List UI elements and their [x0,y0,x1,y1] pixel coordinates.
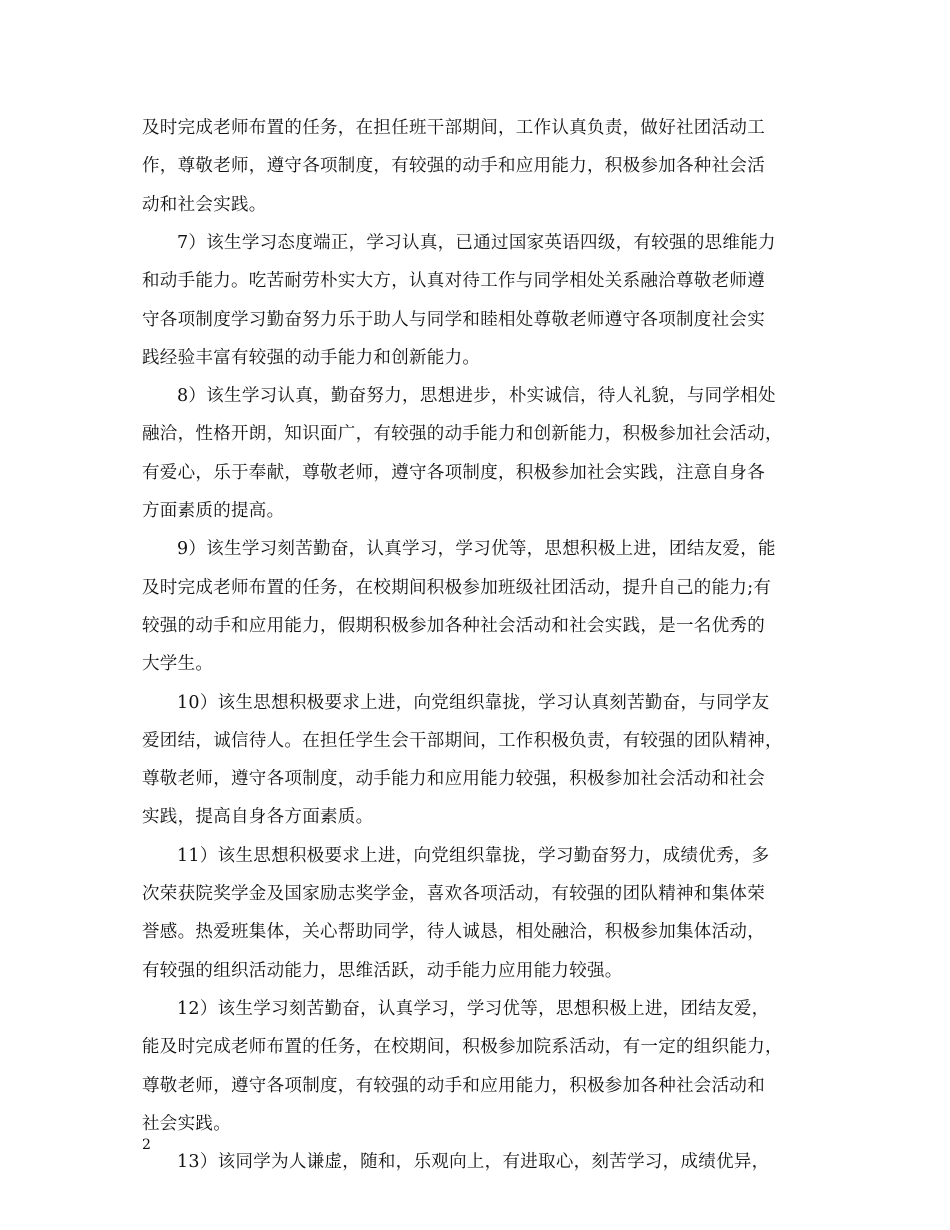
text-line: 大学生。 [142,654,214,675]
text-line: 社会实践。 [142,1113,231,1134]
text-line: 尊敬老师，遵守各项制度，动手能力和应用能力较强，积极参加社会活动和社会 [142,769,765,790]
text-line: 实践，提高自身各方面素质。 [142,807,374,828]
text-line: 融洽，性格开朗，知识面广，有较强的动手能力和创新能力，积极参加社会活动， [142,424,783,445]
text-line: 能及时完成老师布置的任务，在校期间，积极参加院系活动，有一定的组织能力， [142,1037,783,1058]
text-line: 及时完成老师布置的任务，在校期间积极参加班级社团活动，提升自己的能力;有 [142,577,772,598]
page-number: 2 [142,1137,151,1153]
text-line: 动和社会实践。 [142,194,267,215]
text-line: 8）该生学习认真，勤奋努力，思想进步，朴实诚信，待人礼貌，与同学相处 [177,386,776,407]
text-line: 守各项制度学习勤奋努力乐于助人与同学和睦相处尊敬老师遵守各项制度社会实 [142,309,765,330]
text-line: 有爱心，乐于奉献，尊敬老师，遵守各项制度，积极参加社会实践，注意自身各 [142,462,765,483]
text-line: 次荣获院奖学金及国家励志奖学金，喜欢各项活动，有较强的团队精神和集体荣 [142,884,765,904]
text-line: 有较强的组织活动能力，思维活跃，动手能力应用能力较强。 [142,960,623,981]
text-line: 13）该同学为人谦虚，随和，乐观向上，有进取心，刻苦学习，成绩优异， [177,1152,770,1173]
text-line: 作，尊敬老师，遵守各项制度，有较强的动手和应用能力，积极参加各种社会活 [142,156,765,177]
text-line: 和动手能力。吃苦耐劳朴实大方，认真对待工作与同学相处关系融洽尊敬老师遵 [142,271,765,292]
text-line: 誉感。热爱班集体，关心帮助同学，待人诚恳，相处融洽，积极参加集体活动， [142,922,765,943]
text-line: 践经验丰富有较强的动手能力和创新能力。 [142,347,481,368]
text-line: 爱团结，诚信待人。在担任学生会干部期间，工作积极负责，有较强的团队精神， [142,730,783,751]
text-line: 及时完成老师布置的任务，在担任班干部期间，工作认真负责，做好社团活动工 [142,118,765,138]
text-line: 11）该生思想积极要求上进，向党组织靠拢，学习勤奋努力，成绩优秀，多 [177,845,770,866]
text-line: 9）该生学习刻苦勤奋，认真学习，学习优等，思想积极上进，团结友爱，能 [177,539,776,560]
text-line: 较强的动手和应用能力，假期积极参加各种社会活动和社会实践，是一名优秀的 [142,615,765,636]
text-line: 方面素质的提高。 [142,501,285,521]
text-line: 尊敬老师，遵守各项制度，有较强的动手和应用能力，积极参加各种社会活动和 [142,1075,765,1096]
text-line: 10）该生思想积极要求上进，向党组织靠拢，学习认真刻苦勤奋，与同学友 [177,692,770,713]
text-line: 7）该生学习态度端正，学习认真，已通过国家英语四级，有较强的思维能力 [177,232,776,253]
text-line: 12）该生学习刻苦勤奋，认真学习，学习优等，思想积极上进，团结友爱， [177,998,770,1019]
